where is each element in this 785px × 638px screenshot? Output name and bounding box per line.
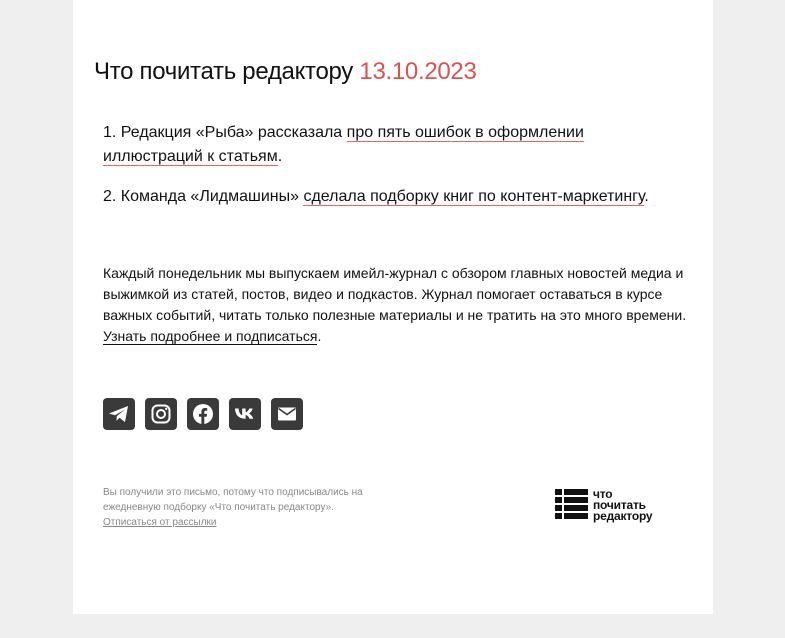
page-title: [94, 58, 477, 86]
vk-icon: [233, 402, 257, 426]
logo-text: [593, 489, 652, 522]
item-link[interactable]: сделала подборку книг по контент-маркетингу: [303, 188, 645, 205]
item-end: .: [277, 148, 283, 165]
item-end: .: [644, 188, 649, 205]
footer-note: [103, 485, 393, 530]
social-links: [103, 398, 303, 430]
unsubscribe-link[interactable]: Отписаться от рассылки: [103, 517, 217, 528]
vk-button[interactable]: [229, 398, 261, 430]
logo-line: что: [593, 487, 613, 501]
telegram-button[interactable]: [103, 398, 135, 430]
item-number: 1.: [103, 124, 117, 141]
item-text: Команда «Лидмашины»: [120, 188, 304, 205]
title-text: Что почитать редактору: [94, 58, 354, 85]
intro-end: .: [317, 328, 322, 344]
logo-line: редактору: [593, 509, 653, 523]
subscribe-link[interactable]: Узнать подробнее и подписаться: [103, 328, 318, 344]
item-text: Редакция «Рыба» рассказала: [120, 124, 347, 141]
email-button[interactable]: [271, 398, 303, 430]
logo-line: почитать: [593, 498, 646, 512]
intro-text: [103, 263, 693, 347]
list-item: [103, 185, 683, 209]
title-date: 13.10.2023: [359, 58, 477, 85]
telegram-icon: [107, 402, 131, 426]
list-item: [103, 121, 683, 169]
facebook-button[interactable]: [187, 398, 219, 430]
instagram-icon: [149, 402, 173, 426]
instagram-button[interactable]: [145, 398, 177, 430]
logo-bars-icon: [555, 489, 588, 519]
email-icon: [275, 402, 299, 426]
brand-logo: [555, 489, 652, 522]
item-link[interactable]: про пять ошибок в оформлении иллюстраций к статьям: [103, 124, 584, 165]
facebook-icon: [191, 402, 215, 426]
intro-body: Каждый понедельник мы выпускаем имейл-журнал с обзором главных новостей медиа и выжимкой из статей, постов, видео и подкастов. Журнал помогает оставаться в курсе важных событий, читать только полезные материалы и не тратить на это много времени.: [103, 265, 687, 323]
item-number: 2.: [103, 188, 117, 205]
email-card: [73, 0, 713, 614]
footer-text: Вы получили это письмо, потому что подписывались на ежедневную подборку «Что почитать редактору».: [103, 487, 363, 513]
